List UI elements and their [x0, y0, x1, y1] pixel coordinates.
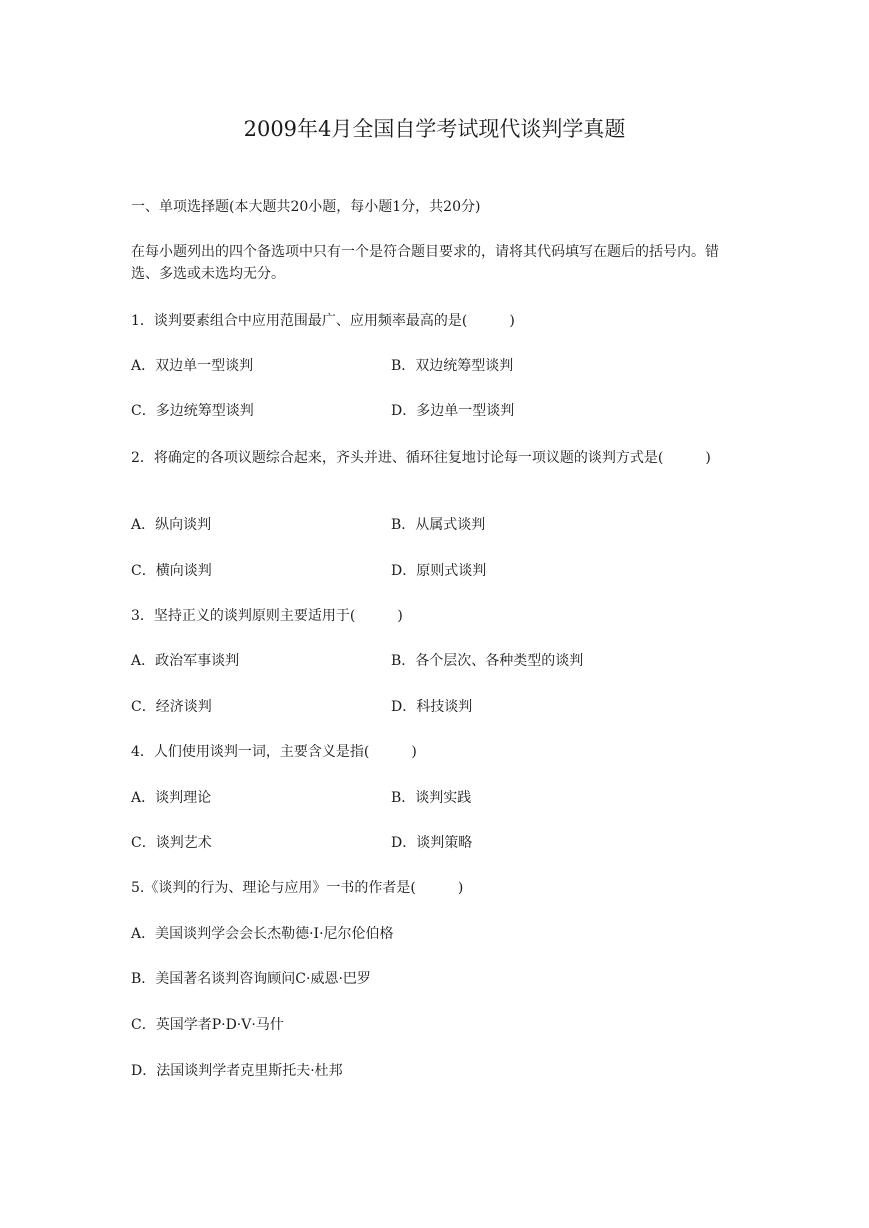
question-5-option-d: D．法国谈判学者克里斯托夫·杜邦	[131, 1063, 343, 1079]
question-3-option-a: A．政治军事谈判	[131, 653, 240, 669]
question-4-option-d: D．谈判策略	[391, 835, 473, 851]
question-5-stem: 5.《谈判的行为、理论与应用》一书的作者是( )	[131, 880, 464, 896]
question-5-option-a: A．美国谈判学会会长杰勒德·I·尼尔伦伯格	[131, 926, 394, 942]
question-2-option-a: A．纵向谈判	[131, 517, 212, 533]
question-4-option-a: A．谈判理论	[131, 790, 212, 806]
page-title: 2009年4月全国自学考试现代谈判学真题	[243, 117, 626, 141]
question-2-stem: 2．将确定的各项议题综合起来，齐头并进、循环往复地讨论每一项议题的谈判方式是( )	[131, 450, 711, 466]
question-4-option-b: B．谈判实践	[391, 790, 472, 806]
question-1-option-d: D．多边单一型谈判	[391, 403, 515, 419]
question-3-option-d: D．科技谈判	[391, 699, 473, 715]
question-5-option-b: B．美国著名谈判咨询顾问C·威恩·巴罗	[131, 971, 371, 987]
question-4-option-c: C．谈判艺术	[131, 835, 212, 851]
question-1-option-a: A．双边单一型谈判	[131, 358, 254, 374]
question-3-option-b: B．各个层次、各种类型的谈判	[391, 653, 584, 669]
question-5-option-c: C．英国学者P·D·V·马什	[131, 1017, 284, 1033]
question-3-stem: 3．坚持正义的谈判原则主要适用于( )	[131, 608, 403, 624]
instructions: 在每小题列出的四个备选项中只有一个是符合题目要求的，请将其代码填写在题后的括号内。错选、多选或未选均无分。	[131, 244, 719, 282]
question-1-option-c: C．多边统筹型谈判	[131, 403, 254, 419]
question-2-option-b: B．从属式谈判	[391, 517, 486, 533]
question-1-stem: 1．谈判要素组合中应用范围最广、应用频率最高的是( )	[131, 313, 515, 329]
question-2-option-d: D．原则式谈判	[391, 563, 487, 579]
section-heading: 一、单项选择题(本大题共20小题，每小题1分，共20分)	[131, 199, 481, 215]
question-4-stem: 4．人们使用谈判一词，主要含义是指( )	[131, 744, 417, 760]
question-1-option-b: B．双边统筹型谈判	[391, 358, 514, 374]
question-3-option-c: C．经济谈判	[131, 699, 212, 715]
question-2-option-c: C．横向谈判	[131, 563, 212, 579]
